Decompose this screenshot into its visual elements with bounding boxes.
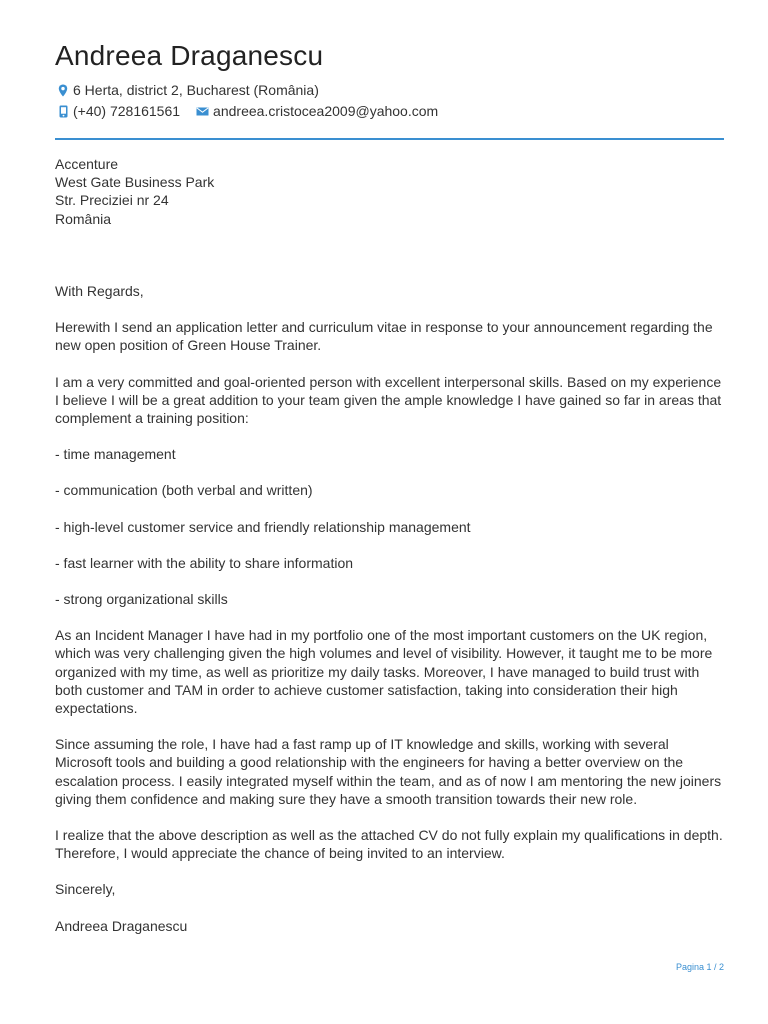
email-block [195,103,438,119]
email-text: andreea.cristocea2009@yahoo.com [213,103,439,119]
skill-item: - fast learner with the ability to share information [55,554,354,571]
recipient-line: România [55,210,112,227]
page-number: Pagina 1 / 2 [675,962,724,972]
phone-text: (+40) 728161561 [73,103,181,119]
salutation: With Regards, [55,283,144,299]
recipient-line: Str. Preciziei nr 24 [55,192,169,209]
letter-paragraph: Herewith I send an application letter and curriculum vitae in response to your announcement regarding the new open position of Green House Trainer. [55,319,713,354]
recipient-line: West Gate Business Park [55,174,215,191]
mobile-phone-icon [57,104,69,118]
letter-body [55,282,727,953]
skill-item: - strong organizational skills [55,591,228,608]
letter-paragraph: As an Incident Manager I have had in my portfolio one of the most important customers on the UK region, which was very challenging given the high volumes and level of visibility. However, it taught me to be more organized with my time, as well as prioritize my daily tasks. Moreover, I have managed to build trust with both customer and TAM in order to achieve customer satisfaction, taking into consideration their high expectations. [55,627,713,717]
header-divider [55,138,724,140]
map-pin-icon [57,83,69,97]
address-row [57,81,319,99]
recipient-line: Accenture [55,156,119,172]
skill-item: - high-level customer service and friendly relationship management [55,518,471,535]
skill-item: - time management [55,446,176,463]
signature: Andreea Draganescu [55,917,188,934]
letter-paragraph: I realize that the above description as well as the attached CV do not fully explain my qualifications in depth. Therefore, I would appreciate the chance of being invited to an interview. [55,827,723,862]
applicant-name: Andreea Draganescu [55,40,324,71]
contact-row [57,102,438,120]
recipient-address [55,155,214,228]
closing: Sincerely, [55,881,116,898]
envelope-icon [195,104,209,118]
letter-paragraph: Since assuming the role, I have had a fast ramp up of IT knowledge and skills, working with several Microsoft tools and building a good relationship with the engineers for having a better overview on the escalation process. I easily integrated myself within the team, and as of now I am mentoring the new joiners giving them confidence and making sure they have a smooth transition towards their new role. [55,736,722,807]
address-text: 6 Herta, district 2, Bucharest (România) [73,82,319,98]
letter-paragraph: I am a very committed and goal-oriented person with excellent interpersonal skills. Based on my experience I believe I will be a great addition to your team given the ample knowledge I have gained so far in areas that complement a training position: [55,373,722,427]
skill-item: - communication (both verbal and written) [55,482,313,499]
